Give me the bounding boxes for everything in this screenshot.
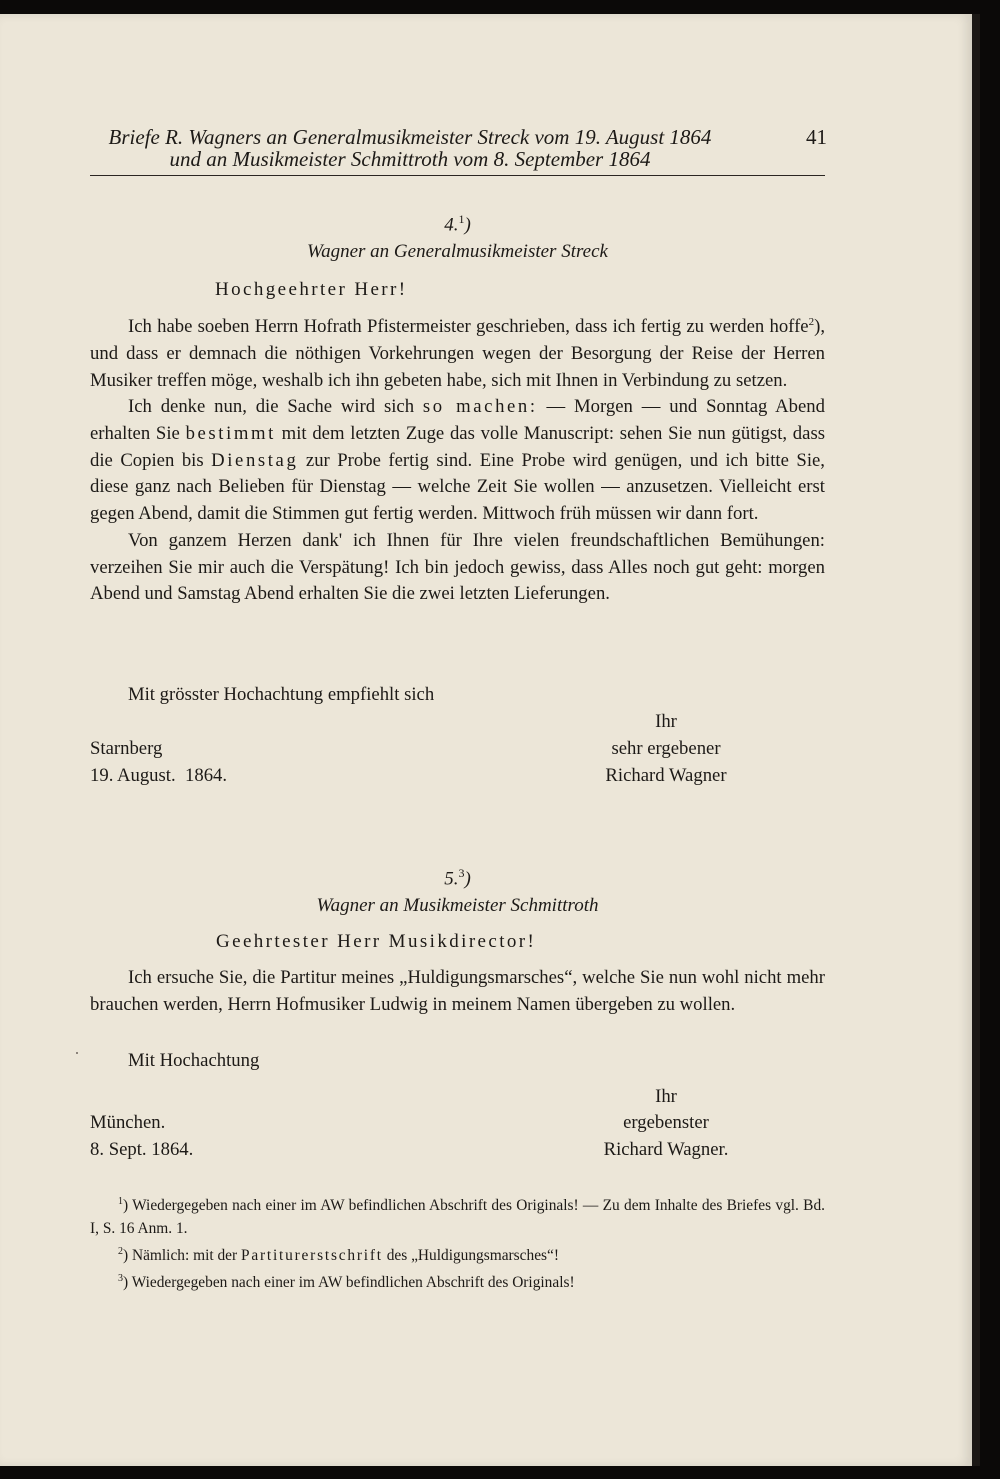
footnote-3-marker: 3 <box>118 1273 123 1285</box>
letter-5-place: München. <box>90 1112 166 1133</box>
letter-4-date: 19. August. 1864. <box>90 765 228 786</box>
page-edge <box>972 14 980 1466</box>
letter-4-p1-text-b: ), und dass er demnach die nöthigen Vorkehrungen wegen der Besorgung der Reise der Herren Musiker treffen möge, weshalb ich ihn gebeten habe, sich mit Ihnen in Verbindung zu setzen. <box>90 316 825 391</box>
footnote-3 <box>90 1267 825 1294</box>
letter-5-note-ref: 3 <box>458 866 465 880</box>
letter-5-signature-adjective: ergebenster <box>623 1112 709 1133</box>
letter-5-number-text: 5. <box>444 868 459 890</box>
letter-4-place: Starnberg <box>90 738 163 759</box>
letter-4-signature-ihr: Ihr <box>655 711 677 732</box>
letter-4-salutation: Hochgeehrter Herr! <box>215 279 408 300</box>
letter-5-paragraph-1: Ich ersuche Sie, die Partitur meines „Huldigungsmarsches“, welche Sie nun wohl nicht mehr brauchen werden, Herrn Hofmusiker Ludwig in meinem Namen übergeben zu wollen. <box>90 967 825 1015</box>
letter-4-signature-name: Richard Wagner <box>605 765 727 786</box>
footnote-1 <box>90 1190 825 1240</box>
letter-5-number-close: ) <box>464 868 471 890</box>
paper-speck <box>76 1052 78 1054</box>
letter-4-p2-text-a: Ich denke nun, die Sache wird sich <box>128 396 423 418</box>
letter-4-closing: Mit grösster Hochachtung empfiehlt sich <box>128 684 435 705</box>
letter-4-p2-text-b: — Morgen — und Sonntag Abend erhalten Sie <box>90 396 825 445</box>
letter-5-closing: Mit Hochachtung <box>128 1050 260 1071</box>
letter-4-note-ref: 1 <box>458 212 465 226</box>
footnote-2-spaced: Partiturerstschrift <box>240 1247 383 1265</box>
letter-4-p2-spaced-3: Dienstag <box>211 449 299 471</box>
footnote-3-text: ) Wiedergegeben nach einer im AW befindlichen Abschrift des Originals! <box>123 1274 575 1292</box>
page-number: 41 <box>806 125 827 149</box>
letter-5-heading: Wagner an Musikmeister Schmittroth <box>316 895 599 916</box>
letter-4-p1-text-a: Ich habe soeben Herrn Hofrath Pfistermeister geschrieben, dass ich fertig zu werden hoffe <box>128 316 809 338</box>
header-title-line-1: Briefe R. Wagners an Generalmusikmeister Streck vom 19. August 1864 <box>108 125 712 149</box>
letter-4-number <box>90 212 825 236</box>
letter-4-paragraph-1 <box>90 309 825 394</box>
letter-4-p1-note-ref: 2 <box>808 316 815 328</box>
letter-5-signature-name: Richard Wagner. <box>603 1139 729 1160</box>
footnote-2-marker: 2 <box>118 1246 123 1258</box>
letter-4-number-text: 4. <box>444 214 459 236</box>
footnote-1-marker: 1 <box>118 1196 123 1207</box>
header-rule <box>90 175 825 176</box>
letter-4-number-close: ) <box>464 214 471 236</box>
letter-5-number <box>90 866 825 890</box>
running-header <box>90 126 730 170</box>
letter-4-p2-spaced-2: bestimmt <box>185 423 276 445</box>
letter-4-paragraph-2 <box>90 394 825 528</box>
letter-5-signature-ihr: Ihr <box>655 1086 677 1107</box>
footnote-2-text-b: des „Huldigungsmarsches“! <box>382 1247 559 1265</box>
letter-4-signature-adjective: sehr ergebener <box>611 738 721 759</box>
letter-5-salutation: Geehrtester Herr Musikdirector! <box>216 931 537 952</box>
letter-4-p2-text-c: mit dem letzten Zuge das volle Manuscript: sehen Sie nun gütigst, dass die Copien bis <box>90 423 825 471</box>
letter-4-paragraph-3: Von ganzem Herzen dank' ich Ihnen für Ihre vielen freundschaftlichen Bemühungen: verzeihen Sie mir auch die Verspätung! Ich bin jedoch gewiss, dass Alles noch gut geht: morgen Abend und Samstag Abend erhalten Sie die zwei letzten Lieferungen. <box>90 529 825 605</box>
letter-4-body <box>90 309 825 608</box>
letter-5-date: 8. Sept. 1864. <box>90 1139 194 1160</box>
footnotes <box>90 1190 825 1294</box>
footnote-2-text-a: ) Nämlich: mit der <box>123 1247 241 1265</box>
header-title-line-2: und an Musikmeister Schmittroth vom 8. September 1864 <box>169 147 651 171</box>
footnote-1-text: ) Wiedergegeben nach einer im AW befindlichen Abschrift des Originals! — Zu dem Inhalte des Briefes vgl. Bd. I, S. 16 Anm. 1. <box>90 1197 825 1238</box>
letter-4-p2-spaced-1: so machen: <box>422 396 538 418</box>
letter-4-heading: Wagner an Generalmusikmeister Streck <box>307 241 608 262</box>
letter-4-p2-text-d: zur Probe fertig sind. Eine Probe wird genügen, und ich bitte Sie, diese ganz nach Belieben für Dienstag — welche Zeit Sie wollen — anzusetzen. Vielleicht erst gegen Abend, damit die Stimmen gut fertig werden. Mittwoch früh müssen wir dann fort. <box>90 449 825 525</box>
footnote-2 <box>90 1240 825 1267</box>
